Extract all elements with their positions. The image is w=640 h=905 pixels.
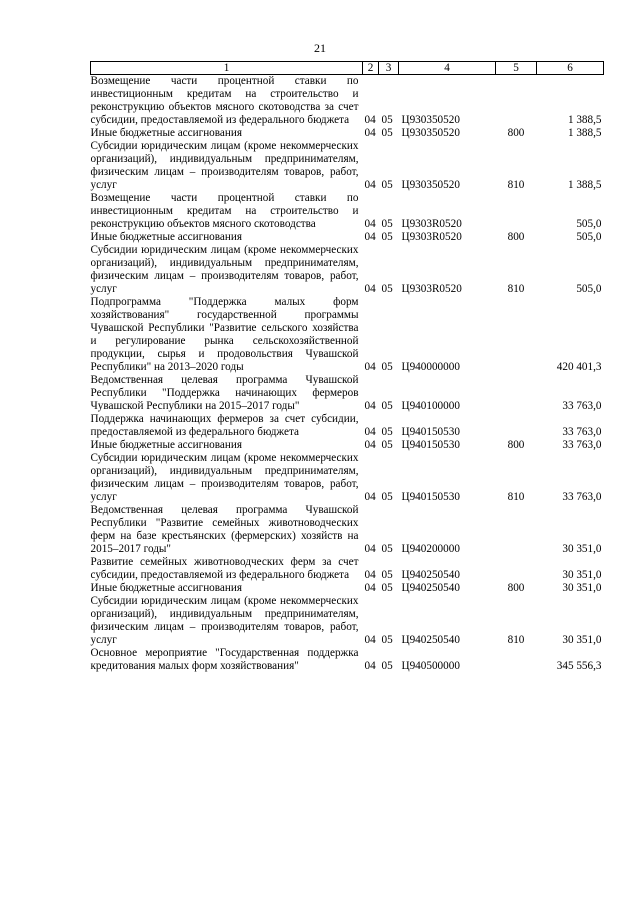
row-section: 04 bbox=[364, 491, 376, 503]
row-section: 04 bbox=[364, 400, 376, 412]
row-name: Субсидии юридическим лицам (кроме некоммерческих организаций), индивидуальным предпринимателям, физическим лицам – производителям товаров, работ, услуг bbox=[90, 595, 359, 646]
row-section: 04 bbox=[364, 114, 376, 126]
row-name: Иные бюджетные ассигнования bbox=[90, 231, 242, 243]
row-amount: 33 763,0 bbox=[562, 439, 602, 451]
header-col-target-article: 4 bbox=[399, 62, 496, 75]
row-name: Подпрограмма "Поддержка малых форм хозяйствования" государственной программы Чувашской Республики "Развитие сельского хозяйства и регулирование рынка сельскохозяйственной продукции, сырья и продовольствия Чувашской Республики" на 2013–2020 годы bbox=[90, 296, 359, 373]
row-expense-type bbox=[496, 504, 537, 556]
table-row bbox=[91, 413, 604, 439]
table-row bbox=[91, 595, 604, 647]
row-name: Возмещение части процентной ставки по инвестиционным кредитам на строительство и реконструкцию объектов мясного скотоводства bbox=[90, 192, 359, 230]
row-amount: 1 388,5 bbox=[567, 179, 602, 191]
table-row bbox=[91, 231, 604, 244]
table-row bbox=[91, 127, 604, 140]
row-expense-type: 810 bbox=[507, 179, 525, 191]
row-amount: 33 763,0 bbox=[562, 400, 602, 412]
row-section: 04 bbox=[364, 426, 376, 438]
row-expense-type bbox=[496, 296, 537, 374]
row-expense-type bbox=[496, 192, 537, 231]
table-row bbox=[91, 647, 604, 673]
row-expense-type: 800 bbox=[507, 582, 525, 594]
row-amount: 30 351,0 bbox=[562, 634, 602, 646]
table-row bbox=[91, 192, 604, 231]
row-amount: 505,0 bbox=[576, 283, 602, 295]
row-amount: 420 401,3 bbox=[556, 361, 602, 373]
row-subsection: 05 bbox=[381, 361, 393, 373]
row-name: Субсидии юридическим лицам (кроме некоммерческих организаций), индивидуальным предпринимателям, физическим лицам – производителям товаров, работ, услуг bbox=[90, 140, 359, 191]
row-target-article: Ц940100000 bbox=[401, 400, 460, 412]
row-expense-type: 810 bbox=[507, 634, 525, 646]
row-target-article: Ц940500000 bbox=[401, 660, 460, 672]
row-name: Иные бюджетные ассигнования bbox=[90, 439, 242, 451]
row-section: 04 bbox=[364, 179, 376, 191]
row-target-article: Ц940250540 bbox=[401, 634, 460, 646]
row-target-article: Ц940150530 bbox=[401, 491, 460, 503]
row-subsection: 05 bbox=[381, 634, 393, 646]
row-section: 04 bbox=[364, 231, 376, 243]
table-body bbox=[91, 75, 604, 674]
header-col-section: 2 bbox=[363, 62, 379, 75]
row-name: Ведомственная целевая программа Чувашской Республики "Развитие семейных животноводческих ферм на базе крестьянских (фермерских) хозяйств на 2015–2017 годы" bbox=[90, 504, 359, 555]
row-target-article: Ц940250540 bbox=[401, 582, 460, 594]
row-name: Ведомственная целевая программа Чувашской Республики "Поддержка начинающих фермеров Чувашской Республики на 2015–2017 годы" bbox=[90, 374, 359, 412]
row-expense-type: 810 bbox=[507, 283, 525, 295]
row-name: Иные бюджетные ассигнования bbox=[90, 582, 242, 594]
row-subsection: 05 bbox=[381, 582, 393, 594]
row-expense-type: 810 bbox=[507, 491, 525, 503]
table-header-row bbox=[91, 62, 604, 75]
row-name: Возмещение части процентной ставки по инвестиционным кредитам на строительство и реконструкцию объектов мясного скотоводства за счет субсидии, предоставляемой из федерального бюджета bbox=[90, 75, 359, 126]
row-subsection: 05 bbox=[381, 218, 393, 230]
row-subsection: 05 bbox=[381, 179, 393, 191]
table-row bbox=[91, 439, 604, 452]
row-expense-type bbox=[496, 556, 537, 582]
row-subsection: 05 bbox=[381, 491, 393, 503]
row-subsection: 05 bbox=[381, 569, 393, 581]
budget-table bbox=[90, 61, 604, 673]
row-subsection: 05 bbox=[381, 660, 393, 672]
row-name: Иные бюджетные ассигнования bbox=[90, 127, 242, 139]
row-section: 04 bbox=[364, 634, 376, 646]
row-subsection: 05 bbox=[381, 543, 393, 555]
header-col-name: 1 bbox=[91, 62, 363, 75]
header-col-expense-type: 5 bbox=[496, 62, 537, 75]
table-row bbox=[91, 140, 604, 192]
row-amount: 30 351,0 bbox=[562, 582, 602, 594]
row-target-article: Ц940200000 bbox=[401, 543, 460, 555]
row-subsection: 05 bbox=[381, 283, 393, 295]
row-expense-type bbox=[496, 413, 537, 439]
row-subsection: 05 bbox=[381, 400, 393, 412]
row-section: 04 bbox=[364, 543, 376, 555]
row-subsection: 05 bbox=[381, 426, 393, 438]
row-section: 04 bbox=[364, 660, 376, 672]
row-amount: 505,0 bbox=[576, 218, 602, 230]
row-section: 04 bbox=[364, 361, 376, 373]
row-amount: 345 556,3 bbox=[556, 660, 602, 672]
table-row bbox=[91, 244, 604, 296]
row-amount: 33 763,0 bbox=[562, 491, 602, 503]
row-subsection: 05 bbox=[381, 231, 393, 243]
row-amount: 1 388,5 bbox=[567, 127, 602, 139]
row-target-article: Ц930350520 bbox=[401, 127, 460, 139]
table-row bbox=[91, 374, 604, 413]
row-name: Субсидии юридическим лицам (кроме некоммерческих организаций), индивидуальным предпринимателям, физическим лицам – производителям товаров, работ, услуг bbox=[90, 244, 359, 295]
row-expense-type: 800 bbox=[507, 231, 525, 243]
row-name: Основное мероприятие "Государственная поддержка кредитования малых форм хозяйствования" bbox=[90, 647, 359, 672]
table-row bbox=[91, 556, 604, 582]
row-amount: 505,0 bbox=[576, 231, 602, 243]
row-section: 04 bbox=[364, 582, 376, 594]
row-name: Развитие семейных животноводческих ферм за счет субсидии, предоставляемой из федерального бюджета bbox=[90, 556, 359, 581]
table-row bbox=[91, 504, 604, 556]
row-section: 04 bbox=[364, 439, 376, 451]
row-expense-type bbox=[496, 647, 537, 673]
row-amount: 30 351,0 bbox=[562, 543, 602, 555]
row-expense-type: 800 bbox=[507, 439, 525, 451]
row-section: 04 bbox=[364, 218, 376, 230]
row-name: Субсидии юридическим лицам (кроме некоммерческих организаций), индивидуальным предпринимателям, физическим лицам – производителям товаров, работ, услуг bbox=[90, 452, 359, 503]
row-expense-type: 800 bbox=[507, 127, 525, 139]
row-section: 04 bbox=[364, 127, 376, 139]
row-target-article: Ц930350520 bbox=[401, 114, 460, 126]
table-row bbox=[91, 296, 604, 374]
row-subsection: 05 bbox=[381, 127, 393, 139]
row-name: Поддержка начинающих фермеров за счет субсидии, предоставляемой из федерального бюджета bbox=[90, 413, 359, 438]
row-amount: 33 763,0 bbox=[562, 426, 602, 438]
row-expense-type bbox=[496, 374, 537, 413]
header-col-amount: 6 bbox=[537, 62, 604, 75]
table-row bbox=[91, 452, 604, 504]
row-target-article: Ц9303R0520 bbox=[401, 218, 462, 230]
header-col-subsection: 3 bbox=[379, 62, 399, 75]
table-row bbox=[91, 582, 604, 595]
row-amount: 1 388,5 bbox=[567, 114, 602, 126]
row-target-article: Ц9303R0520 bbox=[401, 231, 462, 243]
row-section: 04 bbox=[364, 283, 376, 295]
row-target-article: Ц940250540 bbox=[401, 569, 460, 581]
row-section: 04 bbox=[364, 569, 376, 581]
row-target-article: Ц940000000 bbox=[401, 361, 460, 373]
row-expense-type bbox=[496, 75, 537, 128]
row-target-article: Ц940150530 bbox=[401, 439, 460, 451]
table-row bbox=[91, 75, 604, 128]
row-amount: 30 351,0 bbox=[562, 569, 602, 581]
row-target-article: Ц940150530 bbox=[401, 426, 460, 438]
row-subsection: 05 bbox=[381, 439, 393, 451]
page-number: 21 bbox=[314, 41, 326, 55]
row-subsection: 05 bbox=[381, 114, 393, 126]
row-target-article: Ц930350520 bbox=[401, 179, 460, 191]
row-target-article: Ц9303R0520 bbox=[401, 283, 462, 295]
